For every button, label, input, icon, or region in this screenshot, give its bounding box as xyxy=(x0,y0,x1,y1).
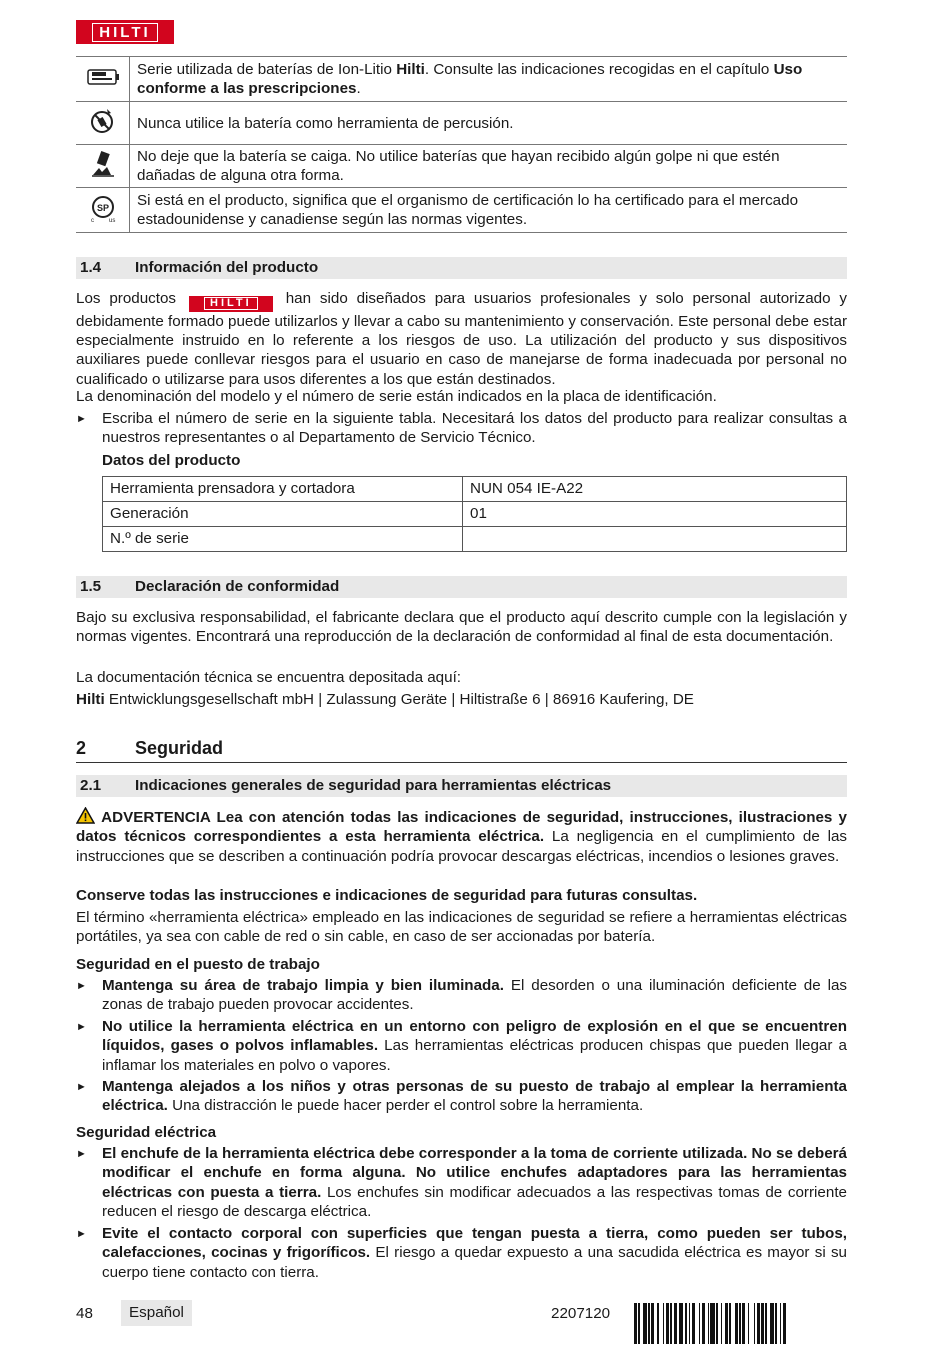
table-row xyxy=(103,502,847,527)
section-header-1-4 xyxy=(76,257,847,279)
warning-bold: ADVERTENCIA Lea con atención todas las indicaciones de seguridad, instrucciones, ilustraciones y datos técnicos correspondientes a esta herramienta eléctrica. xyxy=(76,809,847,846)
battery-drop-icon xyxy=(76,145,130,188)
list-item-text: Los enchufes sin modificar adecuados a las respectivas tomas de corriente reducen el riesgo de descarga eléctrica. xyxy=(102,1183,847,1221)
list-item-bold: Mantenga alejados a los niños y otras personas de su puesto de trabajo al emplear la herramienta eléctrica. xyxy=(102,1078,847,1115)
table-row xyxy=(103,477,847,502)
logo-text: HILTI xyxy=(92,23,157,42)
table-cell: Herramienta prensadora y cortadora xyxy=(103,477,463,502)
list-item xyxy=(76,409,847,448)
symbol-text: Serie utilizada de baterías de Ion-Litio Hilti. Consulte las indicaciones recogidas en el capítulo Uso conforme a las prescripciones. xyxy=(130,57,848,102)
bullet-arrow-icon: ► xyxy=(76,980,87,992)
list-item-text: Escriba el número de serie en la siguiente tabla. Necesitará los datos del producto para realizar consultas a nuestros representantes o al Departamento de Servicio Técnico. xyxy=(102,410,847,447)
section-title: Indicaciones generales de seguridad para herramientas eléctricas xyxy=(135,777,612,794)
chapter-header xyxy=(76,736,847,763)
bullet-arrow-icon: ► xyxy=(76,413,87,425)
serial-number-field[interactable] xyxy=(463,527,847,552)
svg-text:SP: SP xyxy=(96,203,109,213)
hilti-inline-logo: HILTI xyxy=(189,296,273,312)
section-number: 1.5 xyxy=(80,578,102,595)
list-item-text: El riesgo a quedar expuesto a una sacudida eléctrica es mayor si su cuerpo tiene contacto con tierra. xyxy=(102,1244,847,1281)
section-header-1-5 xyxy=(76,576,847,598)
list-item xyxy=(76,1144,847,1222)
warning-text: La negligencia en el cumplimiento de las instrucciones que se describen a continuación podría provocar descargas eléctricas, incendios o lesiones graves. xyxy=(76,828,848,865)
section-header-2-1 xyxy=(76,775,847,797)
model-paragraph: La denominación del modelo y el número de serie están indicados en la placa de identificación. xyxy=(76,388,717,405)
table-title: Datos del producto xyxy=(102,452,241,469)
address-paragraph xyxy=(76,690,847,709)
svg-text:us: us xyxy=(108,218,115,223)
list-item-text: El desorden o una iluminación deficiente de las zonas de trabajo pueden provocar accidentes. xyxy=(102,977,847,1014)
list-item-bold: Mantenga su área de trabajo limpia y bien iluminada. xyxy=(102,977,504,994)
table-cell: 01 xyxy=(463,502,847,527)
section-number: 2.1 xyxy=(80,777,102,794)
keep-instructions: Conserve todas las instrucciones e indicaciones de seguridad para futuras consultas. xyxy=(76,887,698,904)
symbol-text: No deje que la batería se caiga. No utilice baterías que hayan recibido algún golpe ni que estén dañadas de alguna otra forma. xyxy=(130,145,848,188)
section-number: 1.4 xyxy=(80,259,102,276)
svg-text:c: c xyxy=(90,218,94,223)
address-text: Entwicklungsgesellschaft mbH | Zulassung Geräte | Hiltistraße 6 | 86916 Kaufering, DE xyxy=(104,691,694,708)
list-item-bold: Evite el contacto corporal con superficies que tengan puesta a tierra, como pueden ser tubos, calefacciones, cocinas y frigoríficos. xyxy=(102,1225,847,1262)
conformity-paragraph: Bajo su exclusiva responsabilidad, el fabricante declara que el producto aquí descrito cumple con la legislación y normas vigentes. Encontrará una reproducción de la declaración de conformidad al final de esta documentación. xyxy=(76,609,847,646)
list-item xyxy=(76,1017,847,1075)
table-cell: N.º de serie xyxy=(103,527,463,552)
list-item xyxy=(76,976,847,1015)
symbol-text: Nunca utilice la batería como herramienta de percusión. xyxy=(130,102,848,145)
section-title: Información del producto xyxy=(135,259,319,276)
chapter-title: Seguridad xyxy=(135,738,224,758)
hilti-logo xyxy=(76,20,174,44)
warning-paragraph xyxy=(76,807,847,866)
product-data-table xyxy=(102,476,847,552)
symbol-row xyxy=(76,188,847,233)
bullet-arrow-icon: ► xyxy=(76,1081,87,1093)
symbol-row xyxy=(76,145,847,188)
list-item-text: Las herramientas eléctricas producen chispas que pueden llegar a inflamar los materiales en polvo o vapores. xyxy=(102,1037,847,1074)
list-item xyxy=(76,1077,847,1116)
no-hammer-icon xyxy=(76,102,130,145)
paragraph-rest: han sido diseñados para usuarios profesionales y solo personal autorizado y debidamente formado puede utilizarlos y llevar a cabo su mantenimiento y conservación. Este personal debe estar especialmente instruido en lo referente a los riesgos de uso. La utilización del producto y sus dispositivos auxiliares puede conllevar riesgos para el usuario en caso de manejarse de forma inadecuada por personal no cualificado o utilizarse para usos diferentes a los que están destinados. xyxy=(76,290,847,388)
barcode xyxy=(634,1303,847,1344)
chapter-number: 2 xyxy=(76,738,87,758)
symbol-row xyxy=(76,57,847,102)
warning-triangle-icon xyxy=(76,807,95,824)
table-cell: Generación xyxy=(103,502,463,527)
bullet-arrow-icon: ► xyxy=(76,1228,87,1240)
table-cell: NUN 054 IE-A22 xyxy=(463,477,847,502)
language-label: Español xyxy=(121,1300,192,1326)
list-item-text: Una distracción le puede hacer perder el control sobre la herramienta. xyxy=(167,1097,644,1115)
bullet-arrow-icon: ► xyxy=(76,1148,87,1160)
subsection-title: Seguridad eléctrica xyxy=(76,1124,217,1141)
term-paragraph: El término «herramienta eléctrica» empleado en las indicaciones de seguridad se refiere a herramientas eléctricas portátiles, ya sea con cable de red o sin cable, en caso de ser accionadas por batería. xyxy=(76,909,847,946)
bullet-arrow-icon: ► xyxy=(76,1021,87,1033)
paragraph-start: Los productos xyxy=(76,290,177,307)
symbol-row xyxy=(76,102,847,145)
csa-certification-icon xyxy=(76,188,130,233)
symbol-table xyxy=(76,56,847,233)
subsection-title: Seguridad en el puesto de trabajo xyxy=(76,956,320,973)
document-number: 2207120 xyxy=(551,1305,611,1322)
list-item-bold: El enchufe de la herramienta eléctrica debe corresponder a la toma de corriente utilizada. No se deberá modificar el enchufe en forma alguna. No utilice enchufes adaptadores para las herramientas eléctricas con puesta a tierra. xyxy=(102,1145,847,1201)
page-number: 48 xyxy=(76,1305,93,1322)
list-item-bold: No utilice la herramienta eléctrica en un entorno con peligro de explosión en el que se encuentren líquidos, gases o polvos inflamables. xyxy=(102,1018,847,1055)
documentation-paragraph: La documentación técnica se encuentra depositada aquí: xyxy=(76,669,462,686)
address-company: Hilti xyxy=(76,691,105,708)
product-info-paragraph xyxy=(76,289,847,389)
list-item xyxy=(76,1224,847,1282)
symbol-text: Si está en el producto, significa que el organismo de certificación lo ha certificado para el mercado estadounidense y canadiense según las normas vigentes. xyxy=(130,188,848,233)
section-title: Declaración de conformidad xyxy=(135,578,340,595)
table-row xyxy=(103,527,847,552)
battery-series-icon xyxy=(76,57,130,102)
